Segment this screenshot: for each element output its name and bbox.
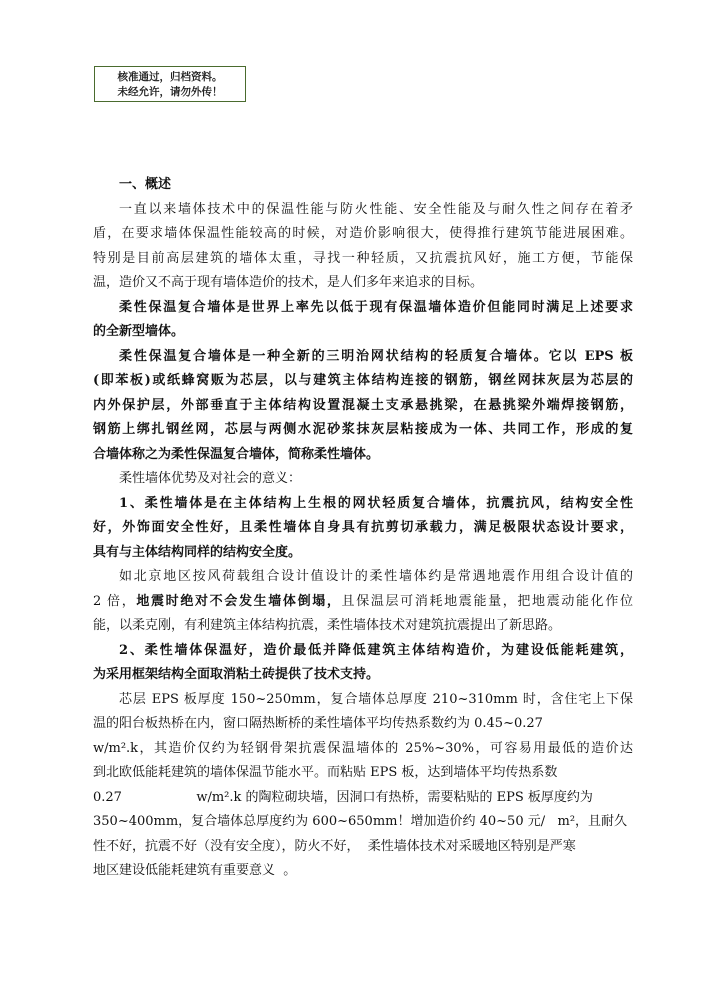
paragraph-structure	[93, 345, 633, 468]
paragraph-advantage-2	[93, 639, 633, 688]
text-line: 0.27 w/m².k 的陶粒砌块墙，因洞口有热桥，需要粘贴的 EPS 板厚度约为	[93, 789, 593, 805]
paragraph-thermal-data	[93, 688, 633, 884]
paragraph-overview	[93, 198, 633, 296]
text-line: 内外保护层，外部垂直于主体结构设置混凝土支承悬挑梁，在悬挑梁外端焊接钢筋，	[93, 397, 633, 413]
text-run-bold: 地震时绝对不会发生墙体倒塌，	[136, 593, 342, 609]
text-line: 柔性保温复合墙体是世界上率先以低于现有保温墙体造价但能同时满足上述要求	[119, 299, 633, 315]
text-line: 的全新型墙体。	[93, 324, 185, 339]
text-line: 性不好，抗震不好（没有安全度），防火不好， 柔性墙体技术对采暖地区特别是严寒	[93, 838, 576, 854]
text-line: 能，以柔克刚，有利建筑主体结构抗震，柔性墙体技术对建筑抗震提出了新思路。	[93, 618, 562, 633]
text-line: 温的阳台板热桥在内，窗口隔热断桥的柔性墙体平均传热系数约为 0.45~0.27	[93, 716, 543, 731]
text-line: 如北京地区按风荷载组合设计值设计的柔性墙体约是常遇地震作用组合设计值的	[119, 569, 633, 584]
text-line: 2、柔性墙体保温好，造价最低并降低建筑主体结构造价，为建设低能耗建筑，	[119, 642, 633, 658]
stamp-line-2: 未经允许，请勿外传！	[117, 86, 223, 98]
text-line: 地区建设低能耗建筑有重要意义 。	[93, 863, 297, 878]
text-line: 350~400mm，复合墙体总厚度约为 600~650mm！增加造价约 40~50 元/ m²，且耐久	[93, 814, 628, 829]
text-line: 温，造价又不高于现有墙体造价的技术，是人们多年来追求的目标。	[93, 275, 484, 290]
text-line: (即苯板)或纸蜂窝贩为芯层，以与建筑主体结构连接的钢筋，钢丝网抹灰层为芯层的	[93, 373, 633, 388]
section-heading: 一、概述	[119, 177, 172, 192]
paragraph-definition-lead	[93, 296, 633, 345]
document-body	[93, 173, 633, 884]
text-line: 为采用框架结构全面取消粘土砖提供了技术支持。	[93, 667, 380, 682]
text-run: 且保温层可消耗地震能量，把地震动能化作位	[341, 593, 633, 609]
text-line	[93, 590, 633, 615]
text-line: 合墙体称之为柔性保温复合墙体，简称柔性墙体。	[93, 446, 380, 462]
text-line: 1、柔性墙体是在主体结构上生根的网状轻质复合墙体，抗震抗风，结构安全性	[119, 495, 633, 511]
paragraph-beijing-example	[93, 565, 633, 639]
text-line: 好，外饰面安全性好，且柔性墙体自身具有抗剪切承载力，满足极限状态设计要求，	[93, 520, 633, 535]
text-line: 到北欧低能耗建筑的墙体保温节能水平。而粘贴 EPS 板，达到墙体平均传热系数	[93, 765, 558, 780]
text-line: 具有与主体结构同样的结构安全度。	[93, 544, 302, 560]
approval-stamp	[94, 66, 246, 102]
text-line: 一直以来墙体技术中的保温性能与防火性能、安全性能及与耐久性之间存在着矛	[119, 201, 633, 217]
stamp-line-1: 核准通过，归档资料。	[117, 71, 223, 83]
text-line: 特别是目前高层建筑的墙体太重，寻找一种轻质，又抗震抗风好，施工方便，节能保	[93, 250, 633, 266]
text-line: 芯层 EPS 板厚度 150~250mm，复合墙体总厚度 210~310mm 时，含住宅上下保	[119, 691, 633, 707]
text-line: w/m².k，其造价仅约为轻钢骨架抗震保温墙体的 25%~30%，可容易用最低的造价达	[93, 740, 633, 756]
text-line: 钢筋上绑扎钢丝网，芯层与两侧水泥砂浆抹灰层粘接成为一体、共同工作，形成的复	[93, 422, 633, 437]
text-line: 盾，在要求墙体保温性能较高的时候，对造价影响很大，使得推行建筑节能进展困难。	[93, 226, 633, 241]
text-run: 2 倍，	[93, 593, 137, 609]
paragraph-advantage-1	[93, 492, 633, 566]
paragraph-advantages-heading: 柔性墙体优势及对社会的意义：	[119, 471, 302, 486]
text-line: 柔性保温复合墙体是一种全新的三明治网状结构的轻质复合墙体。它以 EPS 板	[119, 348, 633, 364]
